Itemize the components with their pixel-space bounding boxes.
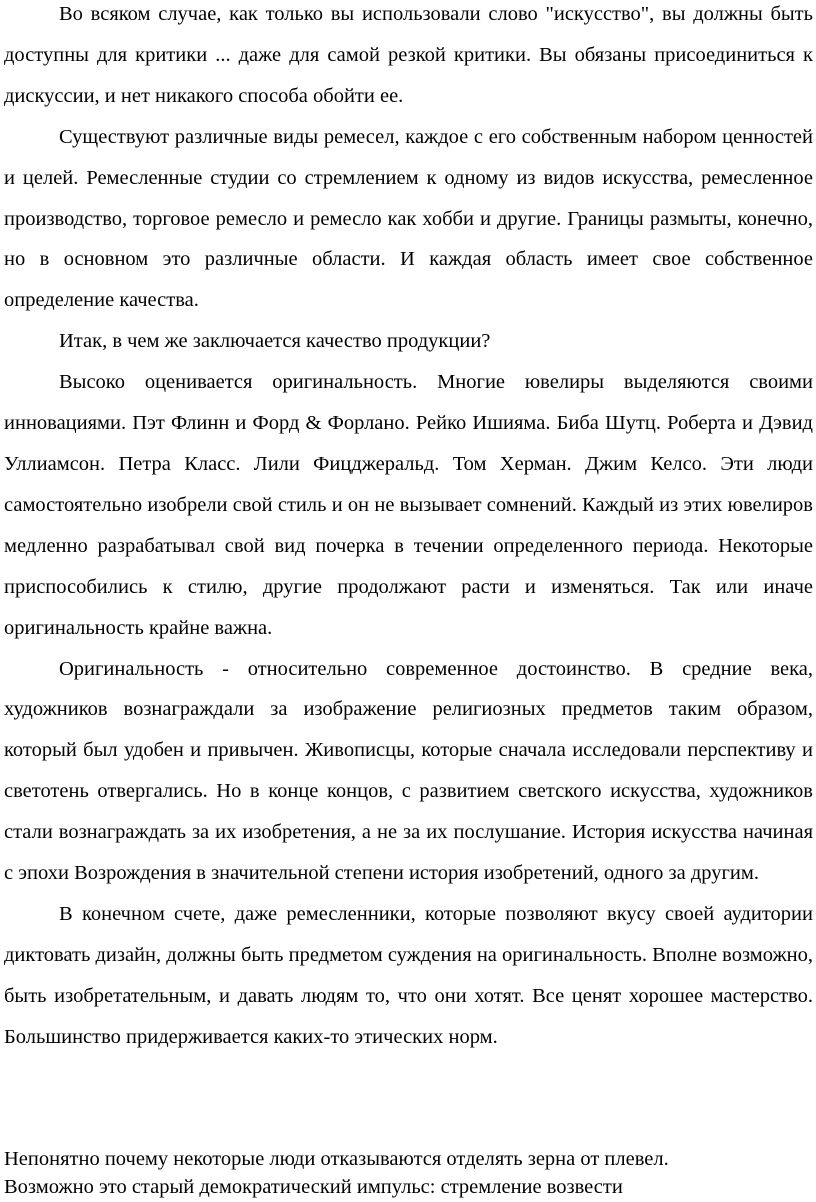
paragraph-1: Во всяком случае, как только вы использовали слово "искусство", вы должны быть доступны для критики ... даже для самой резкой критики. Вы обязаны присоединиться к дискуссии, и нет никакого способа обойти ее. [4,3,813,107]
paragraph-6: В конечном счете, даже ремесленники, которые позволяют вкусу своей аудитории диктовать дизайн, должны быть предметом суждения на оригинальность. Вполне возможно, быть изобретательным, и давать людям то, что они хотят. Все ценят хорошее мастерство. Большинство придерживается каких-то этических норм. [4,902,813,1048]
paragraph-2: Существуют различные виды ремесел, каждое с его собственным набором ценностей и целей. Ремесленные студии со стремлением к одному из видов искусства, ремесленное производство, торговое ремесло и ремесло как хобби и другие. Границы размыты, конечно, но в основном это различные области. И каждая область имеет свое собственное определение качества. [4,125,813,312]
tail-line-1: Непонятно почему некоторые люди отказываются отделять зерна от плевел. [4,1148,669,1170]
tail-line-2: Возможно это старый демократический импульс: стремление возвести [4,1176,623,1198]
paragraph-4: Высоко оценивается оригинальность. Многие ювелиры выделяются своими инновациями. Пэт Флинн и Форд & Форлано. Рейко Ишияма. Биба Шутц. Роберта и Дэвид Уллиамсон. Петра Класс. Лили Фицджеральд. Том Херман. Джим Келсо. Эти люди самостоятельно изобрели свой стиль и он не вызывает сомнений. Каждый из этих ювелиров медленно разрабатывал свой вид почерка в течении определенного периода. Некоторые приспособились к стилю, другие продолжают расти и изменяться. Так или иначе оригинальность крайне важна. [4,371,813,639]
document-body [4,0,813,1058]
paragraph-5: Оригинальность - относительно современное достоинство. В средние века, художников вознаграждали за изображение религиозных предметов таким образом, который был удобен и привычен. Живописцы, которые сначала исследовали перспективу и светотень отвергались. Но в конце концов, с развитием светского искусства, художников стали вознаграждать за их изобретения, а не за их послушание. История искусства начиная с эпохи Возрождения в значительной степени история изобретений, одного за другим. [4,657,813,885]
document-tail [4,1145,813,1201]
paragraph-3: Итак, в чем же заключается качество продукции? [59,330,491,353]
